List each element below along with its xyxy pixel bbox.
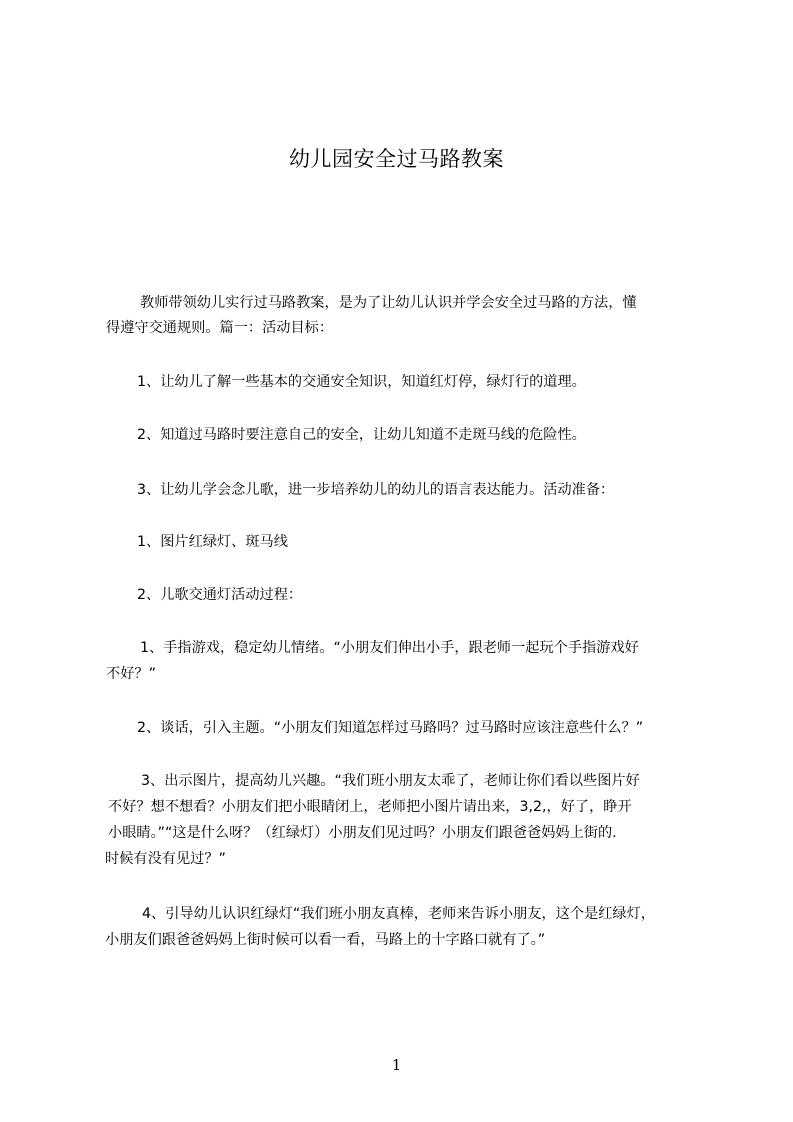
process-step-4-line-1: 4、引导幼儿认识红绿灯“我们班小朋友真棒，老师来告诉小朋友，这个是红绿灯， [142, 906, 655, 922]
process-step-3-line-1: 3、出示图片，提高幼儿兴趣。“我们班小朋友太乖了，老师让你们看以些图片好 [141, 773, 640, 789]
intro-line-1: 教师带领幼儿实行过马路教案，是为了让幼儿认识并学会安全过马路的方法，懂 [140, 295, 637, 311]
goal-item-2: 2、知道过马路时要注意自己的安全，让幼儿知道不走斑马线的危险性。 [137, 427, 586, 443]
process-step-2: 2、谈话，引入主题。“小朋友们知道怎样过马路吗？过马路时应该注意些什么？” [137, 720, 644, 736]
process-step-1-line-2: 不好？” [106, 666, 156, 682]
goal-item-3: 3、让幼儿学会念儿歌，进一步培养幼儿的幼儿的语言表达能力。活动准备： [137, 482, 615, 498]
process-step-4-line-2: 小朋友们跟爸爸妈妈上街时候可以看一看，马路上的十字路口就有了。” [105, 932, 546, 948]
goal-item-1: 1、让幼儿了解一些基本的交通安全知识，知道红灯停，绿灯行的道理。 [137, 374, 586, 390]
document-title: 幼儿园安全过马路教案 [289, 147, 504, 171]
process-step-3-line-3: 小眼睛。”“这是什么呀？（红绿灯）小朋友们见过吗？小朋友们跟爸爸妈妈上街的. [108, 825, 617, 841]
intro-line-2: 得遵守交通规则。篇一：活动目标： [106, 320, 334, 336]
process-step-3-line-2: 不好？想不想看？小朋友们把小眼睛闭上，老师把小图片请出来，3,2,，好了，睁开 [108, 799, 632, 815]
page-number: 1 [391, 1056, 402, 1074]
preparation-item-2: 2、儿歌交通灯活动过程： [137, 587, 303, 603]
process-step-1-line-1: 1、手指游戏，稳定幼儿情绪。“小朋友们伸出小手，跟老师一起玩个手指游戏好 [140, 640, 639, 656]
preparation-item-1: 1、图片红绿灯、斑马线 [137, 534, 288, 550]
process-step-3-line-4: 时候有没有见过？” [105, 851, 226, 867]
